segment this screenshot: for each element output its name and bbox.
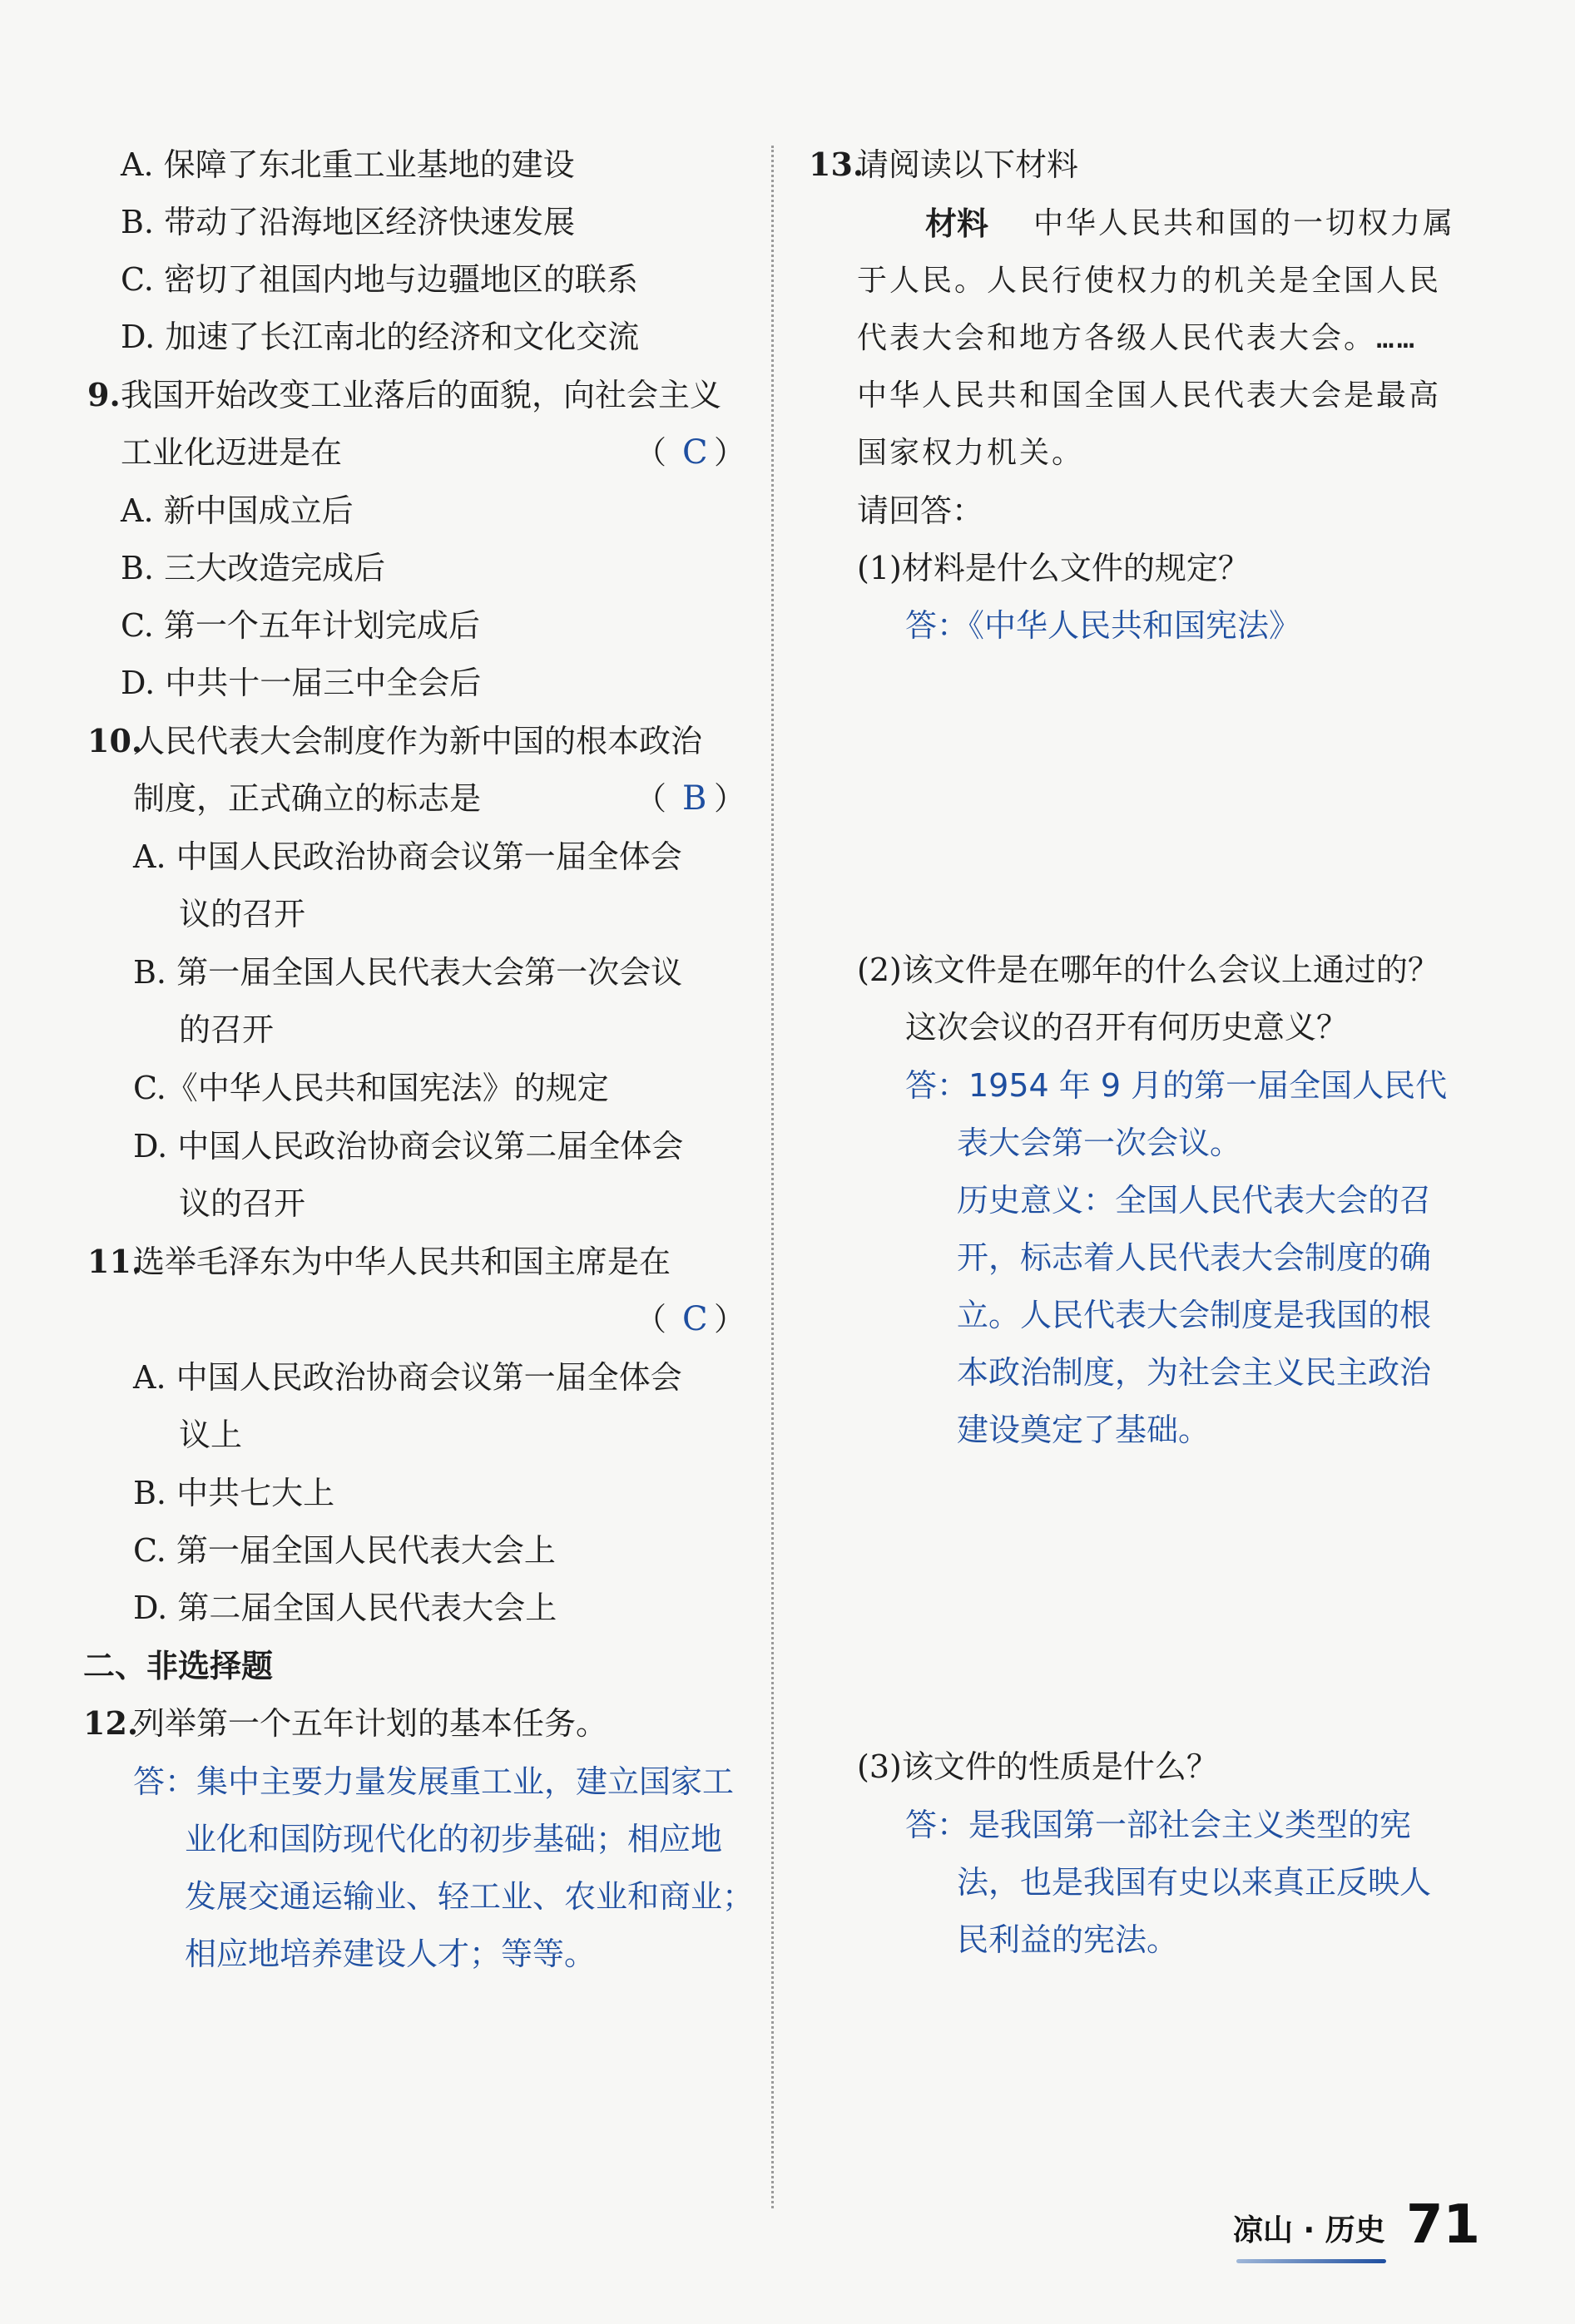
q10-paren-close: ） (714, 780, 746, 817)
q11-answer-choice: C (682, 1300, 708, 1338)
q11-number: 11. (87, 1243, 143, 1280)
q9-paren-close: ） (714, 434, 746, 471)
q13-material-label: 材料 (925, 205, 989, 242)
q13-prompt: 请回答： (857, 492, 984, 529)
q13-material-line1: 中华人民共和国的一切权力属 (1033, 206, 1456, 240)
q10-stem-line2: 制度，正式确立的标志是 (133, 780, 482, 817)
q13-sub3-question: (3)该文件的性质是什么？ (857, 1748, 1218, 1785)
q12-answer-line1: 答：集中主要力量发展重工业，建立国家工 (133, 1763, 735, 1800)
q11-paren-open: （ (635, 1301, 667, 1338)
q13-sub2-answer-line2: 表大会第一次会议。 (957, 1125, 1242, 1161)
q11-paren-close: ） (714, 1301, 746, 1338)
q13-sub1-answer: 答：《中华人民共和国宪法》 (905, 607, 1301, 644)
section-title-non-choice: 二、非选择题 (83, 1647, 274, 1684)
column-divider (771, 146, 774, 2208)
q11-option-c: C. 第一届全国人民代表大会上 (133, 1532, 556, 1569)
q11-option-a: A. 中国人民政治协商会议第一届全体会 (133, 1359, 682, 1396)
q13-material-line4: 中华人民共和国全国人民代表大会是最高 (857, 378, 1442, 413)
q13-sub2-answer-line3: 历史意义：全国人民代表大会的召 (957, 1182, 1432, 1219)
q11-option-b: B. 中共七大上 (133, 1475, 335, 1511)
q10-option-b-cont: 的召开 (179, 1011, 275, 1048)
q10-answer-choice: B (682, 779, 707, 818)
footer-accent-bar (1236, 2259, 1386, 2263)
q10-option-b: B. 第一届全国人民代表大会第一次会议 (133, 954, 683, 991)
q13-sub3-answer-line2: 法，也是我国有史以来真正反映人 (957, 1864, 1432, 1901)
q13-sub3-answer-line1: 答：是我国第一部社会主义类型的宪 (905, 1807, 1412, 1843)
q11-stem-line1: 选举毛泽东为中华人民共和国主席是在 (133, 1244, 671, 1280)
q8-option-c: C. 密切了祖国内地与边疆地区的联系 (121, 261, 638, 298)
q12-answer-line2: 业化和国防现代化的初步基础；相应地 (185, 1821, 723, 1857)
q12-answer-line4: 相应地培养建设人才；等等。 (185, 1936, 597, 1972)
q13-sub2-answer-line5: 立。人民代表大会制度是我国的根 (957, 1297, 1432, 1333)
q13-material-line3: 代表大会和地方各级人民代表大会。…… (857, 321, 1418, 355)
q10-paren-open: （ (635, 780, 667, 817)
q8-option-b: B. 带动了沿海地区经济快速发展 (121, 204, 576, 240)
q10-number: 10. (87, 722, 143, 759)
page-number: 71 (1406, 2194, 1481, 2256)
q10-option-c: C.《中华人民共和国宪法》的规定 (133, 1070, 609, 1106)
q13-sub2-answer-line7: 建设奠定了基础。 (957, 1412, 1211, 1448)
q11-option-a-cont: 议上 (179, 1417, 243, 1453)
q9-stem-line2: 工业化迈进是在 (121, 434, 343, 471)
q9-option-c: C. 第一个五年计划完成后 (121, 607, 480, 644)
q9-number: 9. (87, 376, 121, 413)
q12-number: 12. (83, 1704, 139, 1742)
q12-question: 列举第一个五年计划的基本任务。 (133, 1705, 608, 1742)
q10-stem-line1: 人民代表大会制度作为新中国的根本政治 (133, 723, 703, 759)
q13-sub2-answer-line1: 答：1954 年 9 月的第一届全国人民代 (905, 1067, 1448, 1104)
q8-option-a: A. 保障了东北重工业基地的建设 (121, 146, 575, 183)
footer-region-subject: 凉山 · 历史 (1233, 2213, 1385, 2247)
q12-answer-line3: 发展交通运输业、轻工业、农业和商业； (185, 1878, 755, 1915)
q9-paren-open: （ (635, 434, 667, 471)
q8-option-d: D. 加速了长江南北的经济和文化交流 (121, 319, 640, 355)
q13-sub3-answer-line3: 民利益的宪法。 (957, 1921, 1179, 1958)
q9-answer-choice: C (682, 433, 708, 472)
q11-option-d: D. 第二届全国人民代表大会上 (133, 1590, 557, 1626)
q9-option-d: D. 中共十一届三中全会后 (121, 665, 482, 701)
q13-title: 请阅读以下材料 (857, 146, 1079, 183)
q9-option-a: A. 新中国成立后 (121, 492, 354, 529)
q10-option-d-cont: 议的召开 (179, 1185, 306, 1222)
q13-material-line2: 于人民。人民行使权力的机关是全国人民 (857, 264, 1442, 298)
q13-sub2-question-line1: (2)该文件是在哪年的什么会议上通过的？ (857, 952, 1439, 988)
q13-sub2-answer-line4: 开，标志着人民代表大会制度的确 (957, 1239, 1432, 1276)
q13-number: 13. (809, 146, 864, 183)
q13-sub2-answer-line6: 本政治制度，为社会主义民主政治 (957, 1354, 1432, 1391)
q10-option-d: D. 中国人民政治协商会议第二届全体会 (133, 1128, 684, 1164)
q9-option-b: B. 三大改造完成后 (121, 550, 386, 586)
q13-sub1-question: (1)材料是什么文件的规定？ (857, 550, 1250, 586)
q10-option-a-cont: 议的召开 (179, 896, 306, 932)
q10-option-a: A. 中国人民政治协商会议第一届全体会 (133, 838, 682, 875)
q9-stem-line1: 我国开始改变工业落后的面貌，向社会主义 (121, 377, 722, 413)
q13-material-line5: 国家权力机关。 (857, 436, 1085, 470)
q13-sub2-question-line2: 这次会议的召开有何历史意义？ (905, 1009, 1349, 1046)
